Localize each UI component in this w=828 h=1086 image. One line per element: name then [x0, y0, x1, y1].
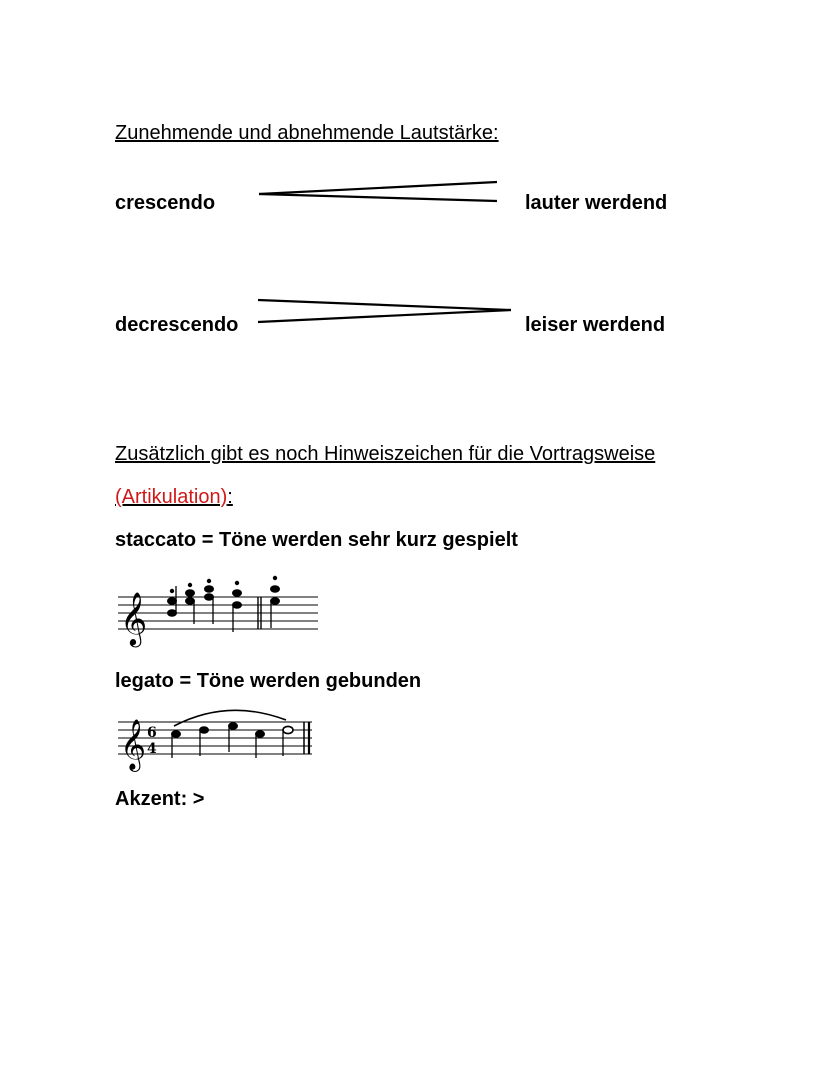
- staccato-notation-icon: [118, 574, 323, 644]
- decrescendo-term: decrescendo: [115, 314, 239, 336]
- time-signature-top: 6: [147, 725, 157, 741]
- articulation-heading-line2: [115, 486, 233, 509]
- dynamics-heading: Zunehmende und abnehmende Lautstärke:: [115, 122, 499, 144]
- decrescendo-hairpin-icon: [255, 294, 520, 328]
- accent-definition: Akzent: >: [115, 788, 205, 810]
- time-signature-bottom: 4: [147, 741, 157, 757]
- legato-definition: legato = Töne werden gebunden: [115, 670, 422, 692]
- staccato-definition: staccato = Töne werden sehr kurz gespielt: [115, 529, 518, 551]
- articulation-colon: :: [227, 486, 233, 508]
- crescendo-meaning: lauter werdend: [525, 192, 668, 214]
- legato-notation-icon: [118, 706, 318, 768]
- articulation-term: (Artikulation): [115, 486, 228, 508]
- svg-text:𝄞: 𝄞: [120, 719, 147, 770]
- decrescendo-meaning: leiser werdend: [525, 314, 666, 336]
- articulation-heading-line1: Zusätzlich gibt es noch Hinweiszeichen für die Vortragsweise: [115, 443, 656, 465]
- crescendo-hairpin-icon: [255, 178, 505, 208]
- svg-text:𝄞: 𝄞: [120, 591, 148, 645]
- crescendo-term: crescendo: [115, 192, 216, 214]
